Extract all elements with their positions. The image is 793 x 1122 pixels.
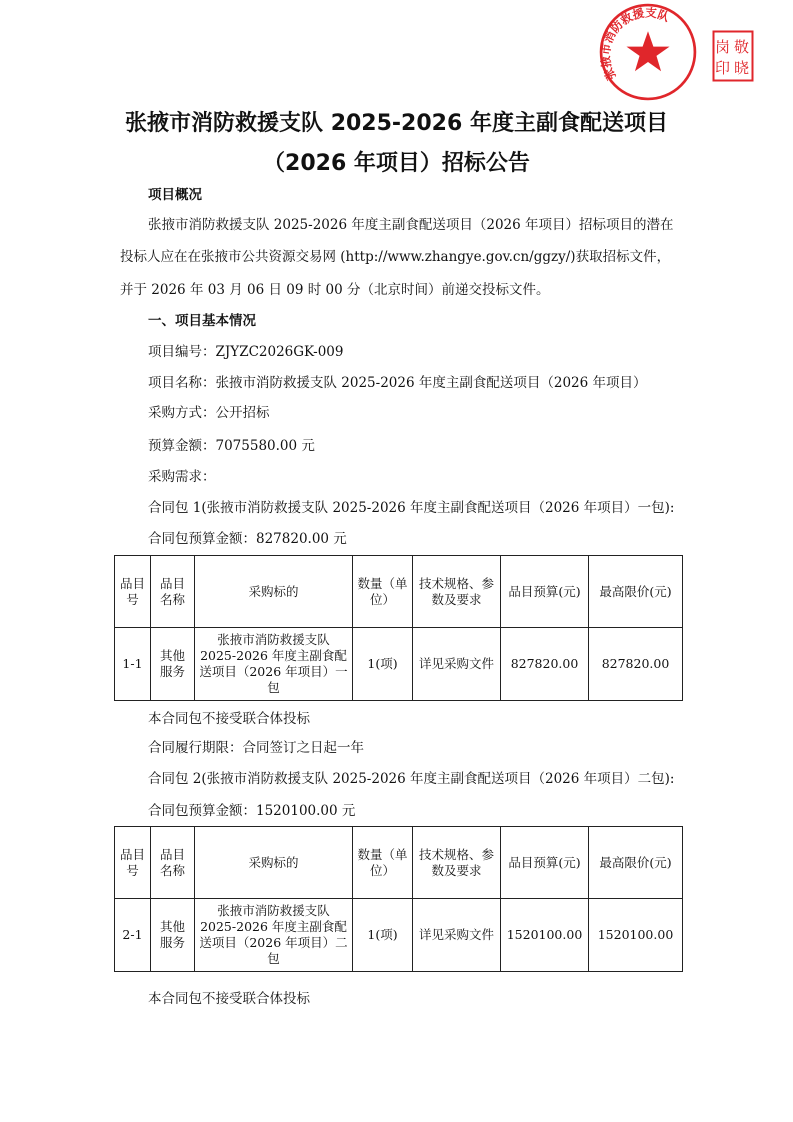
procurement-method: 采购方式：公开招标 [148,405,270,421]
table-row [115,628,683,701]
package-note: 本合同包不接受联合体投标 [148,711,310,727]
header-cell: 数量（单位） [353,556,413,628]
cell-spec: 详见采购文件 [413,628,501,701]
overview-heading: 项目概况 [148,187,202,203]
header-cell: 品目名称 [151,556,195,628]
personal-seal [712,30,754,82]
svg-text:敬: 敬 [734,38,750,56]
header-cell: 品目名称 [151,827,195,899]
cell-item-no: 1-1 [115,628,151,701]
header-cell: 采购标的 [195,827,353,899]
cell-max-price: 827820.00 [589,628,683,701]
cell-quantity: 1(项) [353,628,413,701]
cell-subject: 张掖市消防救援支队 2025-2026 年度主副食配送项目（2026 年项目）二包 [195,899,353,972]
project-name: 项目名称：张掖市消防救援支队 2025-2026 年度主副食配送项目（2026 年项目） [148,375,647,391]
header-cell: 数量（单位） [353,827,413,899]
svg-text:岗: 岗 [715,38,731,56]
header-cell: 品目号 [115,556,151,628]
title-line-1: 张掖市消防救援支队 2025-2026 年度主副食配送项目 [125,111,668,136]
package-title: 合同包 2(张掖市消防救援支队 2025-2026 年度主副食配送项目（2026 年项目）二包): [148,771,675,787]
cell-quantity: 1(项) [353,899,413,972]
overview-line: 并于 2026 年 03 月 06 日 09 时 00 分（北京时间）前递交投标文件。 [120,282,550,298]
cell-item-name: 其他服务 [151,628,195,701]
header-cell: 品目预算(元) [501,556,589,628]
cell-item-name: 其他服务 [151,899,195,972]
title-line-2: （2026 年项目）招标公告 [263,151,530,176]
header-cell: 采购标的 [195,556,353,628]
package-1-table [114,555,683,701]
official-stamp [598,2,698,102]
table-header-row [115,556,683,628]
overview-line: 张掖市消防救援支队 2025-2026 年度主副食配送项目（2026 年项目）招标项目的潜在 [148,217,674,233]
header-cell: 最高限价(元) [589,556,683,628]
cell-budget: 827820.00 [501,628,589,701]
header-cell: 品目号 [115,827,151,899]
procurement-needs: 采购需求： [148,469,216,485]
header-cell: 技术规格、参数及要求 [413,556,501,628]
package-budget: 合同包预算金额：1520100.00 元 [148,803,356,819]
header-cell: 品目预算(元) [501,827,589,899]
cell-max-price: 1520100.00 [589,899,683,972]
package-2-table [114,826,683,972]
cell-spec: 详见采购文件 [413,899,501,972]
cell-item-no: 2-1 [115,899,151,972]
package-period: 合同履行期限：合同签订之日起一年 [148,740,364,756]
table-row [115,899,683,972]
package-budget: 合同包预算金额：827820.00 元 [148,531,347,547]
overview-line: 投标人应在在张掖市公共资源交易网 (http://www.zhangye.gov.cn/ggzy/)获取招标文件， [120,249,671,265]
header-cell: 最高限价(元) [589,827,683,899]
svg-text:张掖市消防救援支队: 张掖市消防救援支队 [598,5,672,83]
cell-budget: 1520100.00 [501,899,589,972]
svg-text:晓: 晓 [734,59,750,77]
svg-text:印: 印 [715,59,731,77]
package-note: 本合同包不接受联合体投标 [148,991,310,1007]
section-heading: 一、项目基本情况 [148,313,256,329]
package-title: 合同包 1(张掖市消防救援支队 2025-2026 年度主副食配送项目（2026 年项目）一包): [148,500,675,516]
budget-amount: 预算金额：7075580.00 元 [148,438,315,454]
header-cell: 技术规格、参数及要求 [413,827,501,899]
cell-subject: 张掖市消防救援支队 2025-2026 年度主副食配送项目（2026 年项目）一包 [195,628,353,701]
project-number: 项目编号：ZJYZC2026GK-009 [148,344,344,360]
table-header-row [115,827,683,899]
